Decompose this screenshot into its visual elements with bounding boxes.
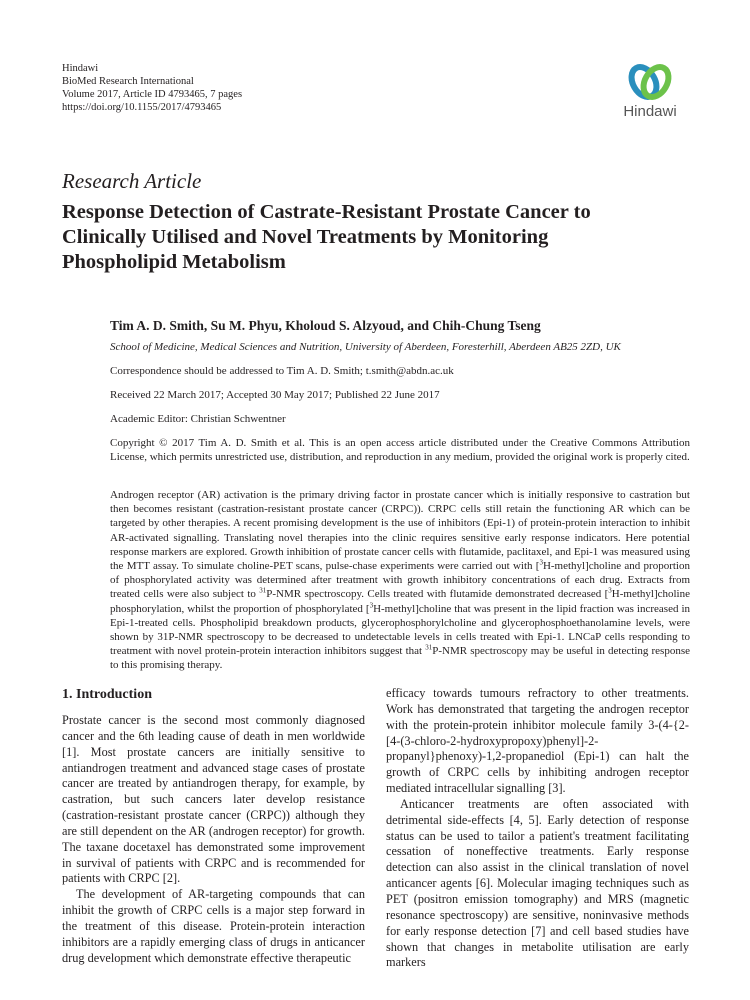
superscript: 3 xyxy=(539,558,543,567)
copyright: Copyright © 2017 Tim A. D. Smith et al. This is an open access article distributed under the Creative Commons Attribution License, which permits unrestricted use, distribution, and reproduction in any medium, provided the original work is properly cited. xyxy=(110,437,690,463)
abstract xyxy=(110,488,690,673)
authors: Tim A. D. Smith, Su M. Phyu, Kholoud S. Alzyoud, and Chih-Chung Tseng xyxy=(110,318,541,333)
abstract-text: H-methyl]choline and proportion of phosphorylated activity was determined after treatment with growth inhibitory concentrations of each drug. Extracts from treated cells were also subject to xyxy=(110,560,690,601)
abstract-text: P-NMR spectroscopy. Cells treated with flutamide demonstrated decreased [ xyxy=(266,588,609,601)
doi-link[interactable]: https://doi.org/10.1155/2017/4793465 xyxy=(62,102,222,113)
volume-info: Volume 2017, Article ID 4793465, 7 pages xyxy=(62,89,243,100)
abstract-text: H-methyl]choline phosphorylation, whilst the proportion of phosphorylated [ xyxy=(110,588,690,615)
paragraph: efficacy towards tumours refractory to other treatments. Work has demonstrated that targeting the androgen receptor with the protein-protein inhibitor molecule family 3-(4-{2-[4-(3-chloro-2-hydroxypropoxy)phenyl]-2-propanyl}phenoxy)-1,2-propanediol (Epi-1) can halt the growth of CRPC cells by inhibiting androgen receptor mediated intracellular signalling [3]. xyxy=(386,686,689,796)
affiliation: School of Medicine, Medical Sciences and Nutrition, University of Aberdeen, Foresterhill, Aberdeen AB25 2ZD, UK xyxy=(110,341,621,353)
superscript: 3 xyxy=(369,600,374,609)
hindawi-rings-icon xyxy=(628,62,672,102)
paragraph: Prostate cancer is the second most commonly diagnosed cancer and the 6th leading cause of death in men worldwide [1]. Most prostate cancers are initially sensitive to antiandrogen treatment and advanced stage cases of prostate cancer are treated by antiandrogen therapy, for example, by castration, but such cancers later develop resistance (castration-resistant prostate cancer (CRPC)) although they are still dependent on the AR (androgen receptor) for growth. The taxane docetaxel has demonstrated some improvement in survival of patients with CRPC and is recommended for patients with CRPC [2]. xyxy=(62,713,365,886)
section-heading: 1. Introduction xyxy=(62,687,152,702)
abstract-text: P-NMR spectroscopy may be useful in detecting response to this promising therapy. xyxy=(110,645,690,672)
abstract-text: Androgen receptor (AR) activation is the primary driving factor in prostate cancer which is initially responsive to castration but then becomes resistant (castration-resistant prostate cancer (CRPC)). CRPC cells still retain the functioning AR which can be targeted by other therapies. A recent promising development is the use of inhibitors (Epi-1) of protein-protein interaction to inhibit AR-activated signalling. Translating novel therapies into the clinic requires sensitive early response indicators. Here potential response markers are explored. Growth inhibition of prostate cancer cells with flutamide, paclitaxel, and Epi-1 was measured using the MTT assay. To simulate choline-PET scans, pulse-chase experiments were carried out with [ xyxy=(110,489,690,573)
article-title: Response Detection of Castrate-Resistant Prostate Cancer to Clinically Utilised and Novel Treatments by Monitoring Phospholipid Metabolism xyxy=(62,201,591,273)
superscript: 31 xyxy=(259,586,267,595)
logo-text: Hindawi xyxy=(623,103,677,120)
paragraph: The development of AR-targeting compounds that can inhibit the growth of CRPC cells is a major step forward in the treatment of this disease. Protein-protein interaction inhibitors are a rapidly emerging class of drugs in anticancer drug development which demonstrate effective therapeutic xyxy=(62,887,365,965)
left-column xyxy=(62,686,365,967)
correspondence: Correspondence should be addressed to Tim A. D. Smith; t.smith@abdn.ac.uk xyxy=(110,365,454,377)
right-column xyxy=(386,686,689,971)
abstract-text: H-methyl]choline that was present in the lipid fraction was increased in Epi-1-treated cells. Phospholipid breakdown products, glycerophosphorylcholine and glycerophosphoethanolamine levels, were shown by 31P-NMR spectroscopy to be decreased to undetectable levels in cells treated with Epi-1. LNCaP cells responding to treatment with novel protein-protein interaction inhibitors suggest that xyxy=(110,602,690,658)
superscript: 31 xyxy=(425,643,433,652)
academic-editor: Academic Editor: Christian Schwentner xyxy=(110,413,286,425)
journal-name: BioMed Research International xyxy=(62,76,194,87)
publisher: Hindawi xyxy=(62,63,99,74)
dates: Received 22 March 2017; Accepted 30 May 2017; Published 22 June 2017 xyxy=(110,389,440,401)
paragraph: Anticancer treatments are often associated with detrimental side-effects [4, 5]. Early detection of response status can be used to tailor a patient's treatment facilitating cessation of noneffective treatments. Early response detection can also assist in the clinical translation of novel anticancer agents [6]. Molecular imaging techniques such as PET (positron emission tomography) and MRS (magnetic resonance spectroscopy) are sensitive, noninvasive methods for early response detection [7] and cell based studies have shown that changes in metabolite utilisation are early markers xyxy=(386,796,689,970)
article-type: Research Article xyxy=(62,169,202,193)
hindawi-logo xyxy=(616,62,684,118)
journal-header xyxy=(62,62,242,114)
superscript: 3 xyxy=(608,586,612,595)
